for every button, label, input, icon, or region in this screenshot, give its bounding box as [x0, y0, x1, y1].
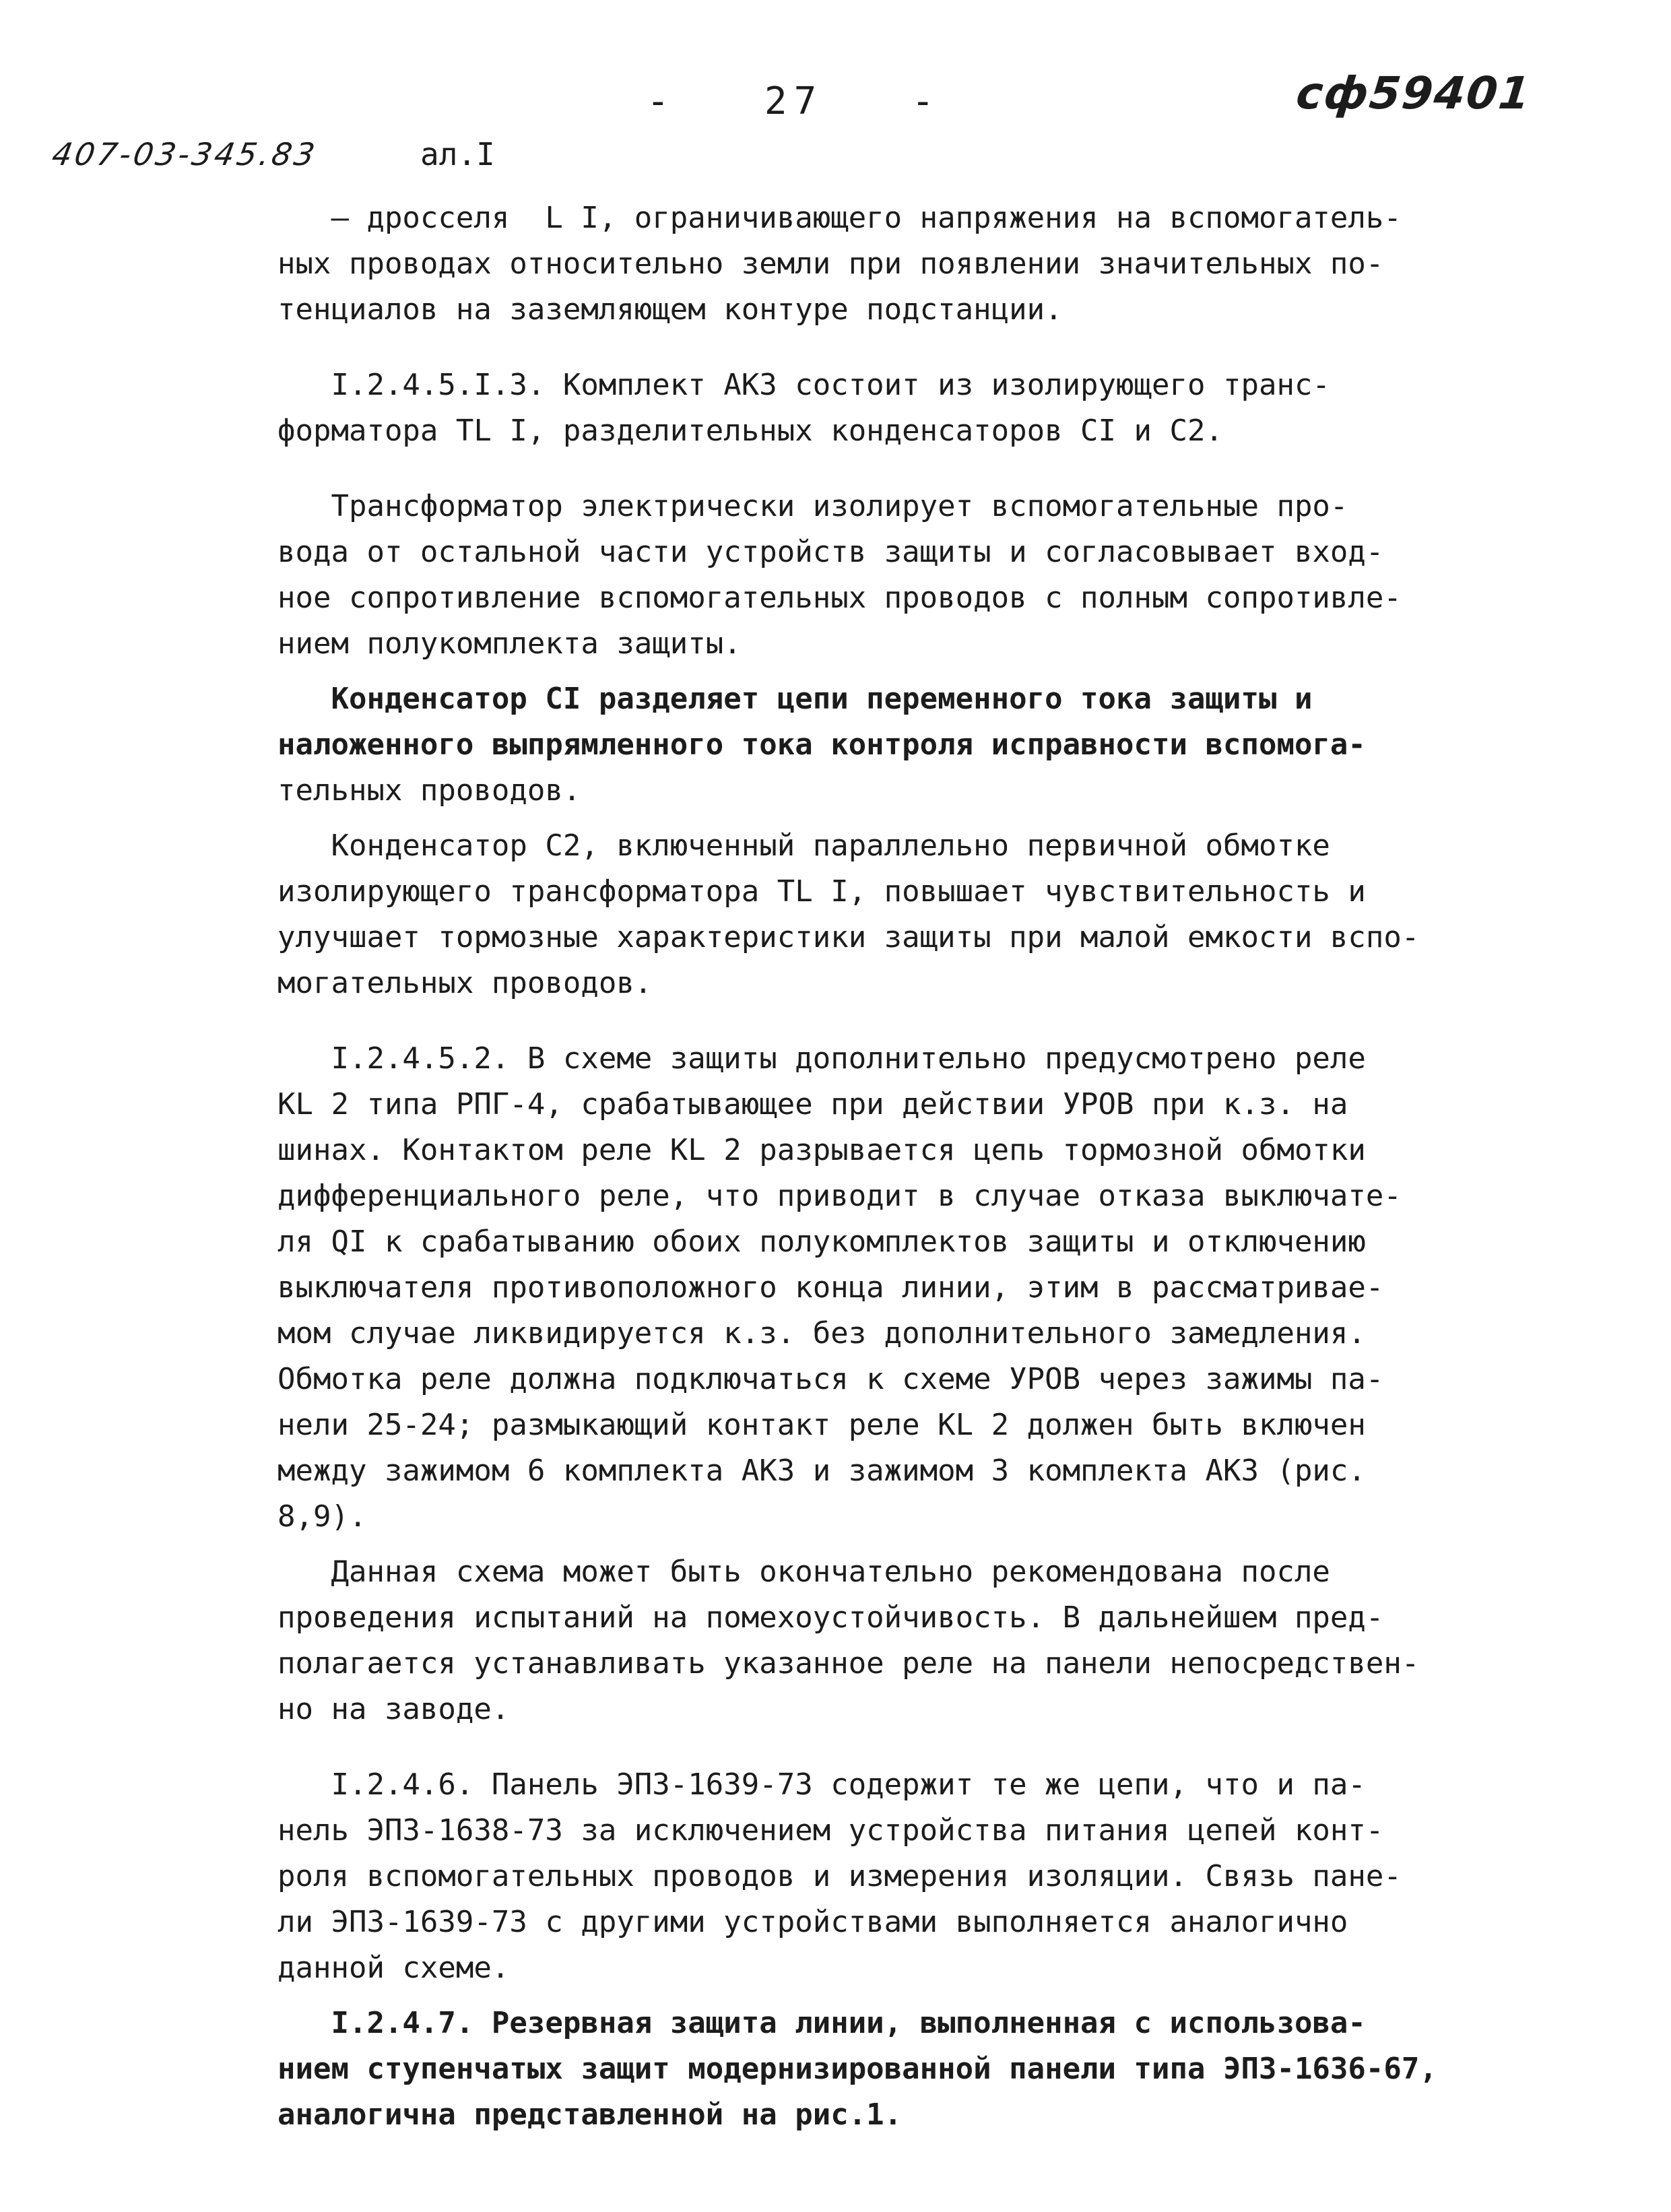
text-line: проведения испытаний на помехоустойчивость. В дальнейшем пред- — [277, 1600, 1384, 1635]
text-line: данной схеме. — [277, 1951, 510, 1985]
text-line: Конденсатор C2, включенный параллельно первичной обмотке — [277, 828, 1330, 863]
text-line: наложенного выпрямленного тока контроля исправности вспомога- — [277, 727, 1366, 762]
text-line: нием ступенчатых защит модернизированной панели типа ЭПЗ-1636-67, — [277, 2052, 1437, 2086]
text-line: изолирующего трансформатора TL I, повышает чувствительность и — [277, 874, 1366, 909]
text-line: Трансформатор электрически изолирует вспомогательные про- — [277, 489, 1348, 523]
text-line: – дросселя L I, ограничивающего напряжения на вспомогатель- — [277, 201, 1402, 235]
text-line: нием полукомплекта защиты. — [277, 626, 742, 661]
text-line: Конденсатор CI разделяет цепи переменного тока защиты и — [277, 682, 1313, 716]
text-line: 8,9). — [277, 1499, 367, 1534]
page-number: - 27 - — [647, 79, 942, 123]
text-line: полагается устанавливать указанное реле на панели непосредствен- — [277, 1646, 1420, 1681]
text-line: Данная схема может быть окончательно рекомендована после — [277, 1555, 1330, 1589]
document-code: 407-03-345.83 — [49, 136, 321, 172]
sheet-label: ал.I — [420, 136, 495, 172]
text-line: I.2.4.5.2. В схеме защиты дополнительно предусмотрено реле — [277, 1041, 1366, 1076]
text-line: ных проводах относительно земли при появлении значительных по- — [277, 247, 1384, 281]
text-line: вода от остальной части устройств защиты и согласовывает вход- — [277, 535, 1384, 569]
text-line: ля QI к срабатыванию обоих полукомплектов защиты и отключению — [277, 1225, 1366, 1259]
text-line: I.2.4.7. Резервная защита линии, выполненная с использова- — [277, 2006, 1366, 2040]
text-line: аналогична представленной на рис.1. — [277, 2097, 903, 2132]
body-text — [277, 195, 1503, 2138]
text-line: форматора TL I, разделительных конденсаторов CI и C2. — [277, 414, 1223, 448]
text-line: тенциалов на заземляющем контуре подстанции. — [277, 292, 1063, 327]
text-line: шинах. Контактом реле KL 2 разрывается цепь тормозной обмотки — [277, 1133, 1366, 1167]
text-line: Обмотка реле должна подключаться к схеме УРОВ через зажимы па- — [277, 1362, 1384, 1396]
text-line: KL 2 типа РПГ-4, срабатывающее при действии УРОВ при к.з. на — [277, 1087, 1348, 1121]
text-line: нели 25-24; размыкающий контакт реле KL 2 должен быть включен — [277, 1408, 1366, 1442]
text-line: но на заводе. — [277, 1692, 510, 1726]
text-line: могательных проводов. — [277, 966, 653, 1000]
text-line: роля вспомогательных проводов и измерения изоляции. Связь пане- — [277, 1859, 1402, 1893]
text-line: мом случае ликвидируется к.з. без дополнительного замедления. — [277, 1316, 1366, 1351]
stamp-code: сф59401 — [1293, 67, 1534, 119]
text-line: I.2.4.6. Панель ЭПЗ-1639-73 содержит те же цепи, что и па- — [277, 1767, 1366, 1802]
text-line: дифференциального реле, что приводит в случае отказа выключате- — [277, 1179, 1402, 1213]
text-line: ли ЭПЗ-1639-73 с другими устройствами выполняется аналогично — [277, 1905, 1348, 1939]
text-line: выключателя противоположного конца линии, этим в рассматривае- — [277, 1270, 1384, 1305]
text-line: ное сопротивление вспомогательных проводов с полным сопротивле- — [277, 581, 1402, 615]
text-line: между зажимом 6 комплекта АКЗ и зажимом 3 комплекта АКЗ (рис. — [277, 1454, 1366, 1488]
text-line: улучшает тормозные характеристики защиты при малой емкости вспо- — [277, 920, 1420, 954]
text-line: тельных проводов. — [277, 773, 581, 808]
text-line: I.2.4.5.I.3. Комплект АКЗ состоит из изолирующего транс- — [277, 368, 1330, 402]
text-line: нель ЭПЗ-1638-73 за исключением устройства питания цепей конт- — [277, 1813, 1384, 1848]
